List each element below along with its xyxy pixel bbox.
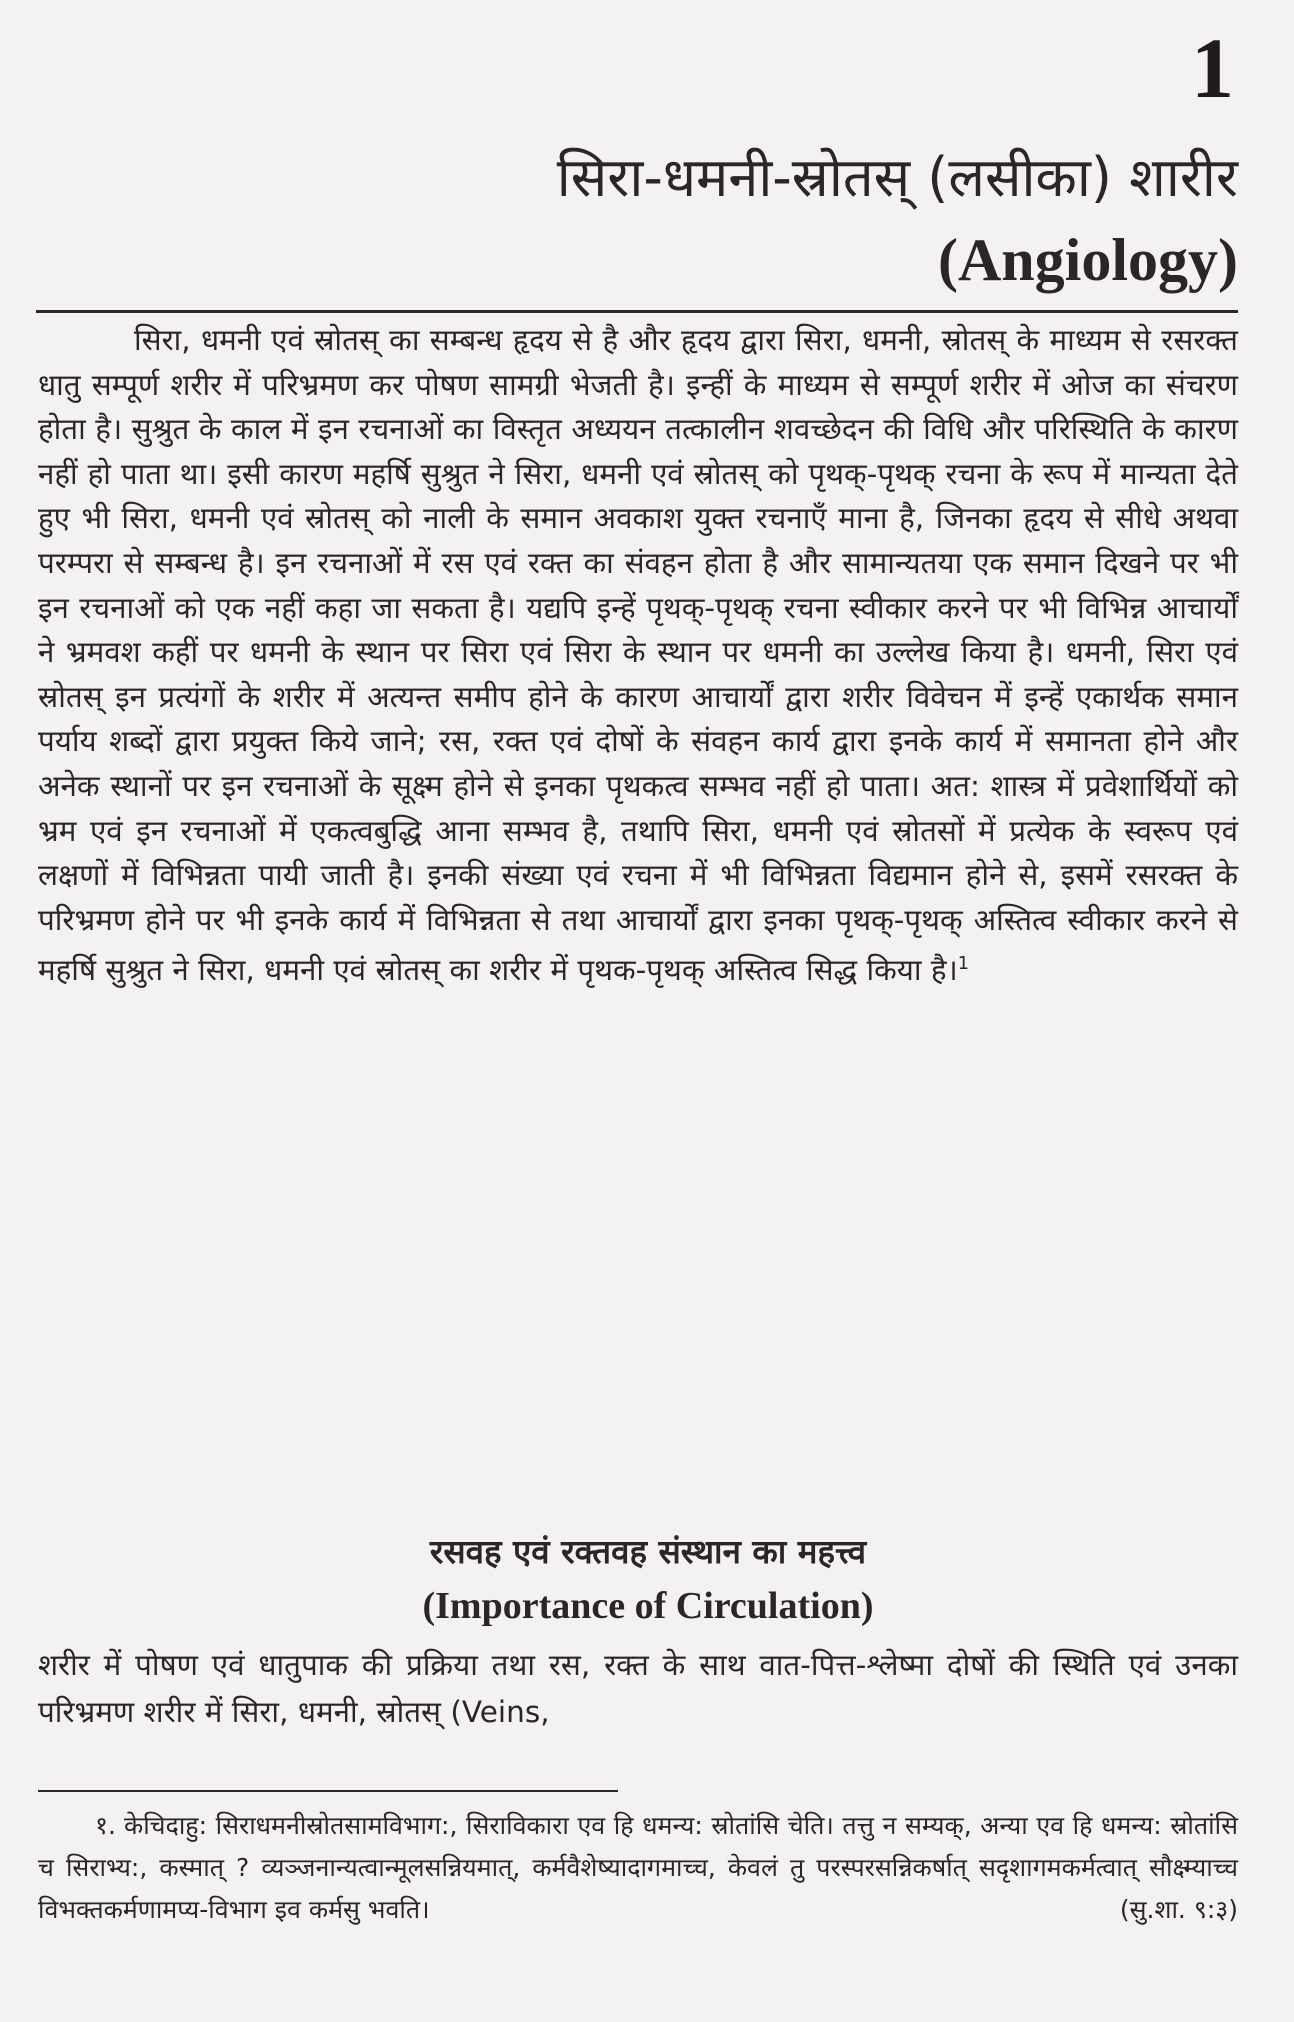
chapter-subtitle: (Angiology)	[938, 227, 1238, 293]
section-heading: रसवह एवं रक्तवह संस्थान का महत्त्व	[429, 1532, 867, 1571]
footnote-marker: १.	[95, 1811, 116, 1840]
intro-paragraph	[38, 318, 1238, 993]
footnote-text: केचिदाहु: सिराधमनीस्रोतसामविभाग:, सिराविकारा एव हि धमन्य: स्रोतांसि चेति। तत्तु न सम्यक्, अन्या एव हि धमन्य: स्रोतांसि च सिराभ्य:, कस्मात् ? व्यञ्जनान्यत्वान्मूलसन्नियमात्, कर्मवैशेष्यादागमाच्च, केवलं तु परस्परसन्निकर्षात् सदृशागमकर्मत्वात् सौक्ष्म्याच्च विभक्तकर्मणामप्य-विभाग इव कर्मसु भवति।	[38, 1811, 1238, 1924]
chapter-title: सिरा-धमनी-स्रोतस् (लसीका) शारीर	[556, 146, 1238, 209]
footnote-source-reference: (सु.शा. ९:३)	[1119, 1895, 1238, 1924]
section-subheading: (Importance of Circulation)	[422, 1585, 874, 1627]
footnote	[38, 1805, 1238, 1931]
footnote-reference: 1	[957, 954, 970, 975]
section-paragraph-text: शरीर में पोषण एवं धातुपाक की प्रक्रिया तथा रस, रक्त के साथ वात-पित्त-श्लेष्मा दोषों की स्थिति एवं उनका परिभ्रमण शरीर में सिरा, धमनी, स्रोतस् (Veins,	[38, 1648, 1238, 1729]
title-rule	[36, 310, 1238, 313]
footnote-rule	[38, 1790, 618, 1792]
intro-paragraph-text: सिरा, धमनी एवं स्रोतस् का सम्बन्ध हृदय से है और हृदय द्वारा सिरा, धमनी, स्रोतस् के माध्यम से रसरक्त धातु सम्पूर्ण शरीर में परिभ्रमण कर पोषण सामग्री भेजती है। इन्हीं के माध्यम से सम्पूर्ण शरीर में ओज का संचरण होता है। सुश्रुत के काल में इन रचनाओं का विस्तृत अध्ययन तत्कालीन शवच्छेदन की विधि और परिस्थिति के कारण नहीं हो पाता था। इसी कारण महर्षि सुश्रुत ने सिरा, धमनी एवं स्रोतस् को पृथक्-पृथक् रचना के रूप में मान्यता देते हुए भी सिरा, धमनी एवं स्रोतस् को नाली के समान अवकाश युक्त रचनाएँ माना है, जिनका हृदय से सीधे अथवा परम्परा से सम्बन्ध है। इन रचनाओं में रस एवं रक्त का संवहन होता है और सामान्यतया एक समान दिखने पर भी इन रचनाओं को एक नहीं कहा जा सकता है। यद्यपि इन्हें पृथक्-पृथक् रचना स्वीकार करने पर भी विभिन्न आचार्यों ने भ्रमवश कहीं पर धमनी के स्थान पर सिरा एवं सिरा के स्थान पर धमनी का उल्लेख किया है। धमनी, सिरा एवं स्रोतस् इन प्रत्यंगों के शरीर में अत्यन्त समीप होने के कारण आचार्यों द्वारा शरीर विवेचन में इन्हें एकार्थक समान पर्याय शब्दों द्वारा प्रयुक्त किये जाने; रस, रक्त एवं दोषों के संवहन कार्य द्वारा इनके कार्य में समानता होने और अनेक स्थानों पर इन रचनाओं के सूक्ष्म होने से इनका पृथकत्व सम्भव नहीं हो पाता। अत: शास्त्र में प्रवेशार्थियों को भ्रम एवं इन रचनाओं में एकत्वबुद्धि आना सम्भव है, तथापि सिरा, धमनी एवं स्रोतसों में प्रत्येक के स्वरूप एवं लक्षणों में विभिन्नता पायी जाती है। इनकी संख्या एवं रचना में भी विभिन्नता विद्यमान होने से, इसमें रसरक्त के परिभ्रमण होने पर भी इनके कार्य में विभिन्नता से तथा आचार्यों द्वारा इनका पृथक्-पृथक् अस्तित्व स्वीकार करने से महर्षि सुश्रुत ने सिरा, धमनी एवं स्रोतस् का शरीर में पृथक-पृथक् अस्तित्व सिद्ध किया है।	[38, 323, 1238, 988]
chapter-number: 1	[1191, 20, 1234, 116]
section-paragraph	[38, 1642, 1238, 1736]
